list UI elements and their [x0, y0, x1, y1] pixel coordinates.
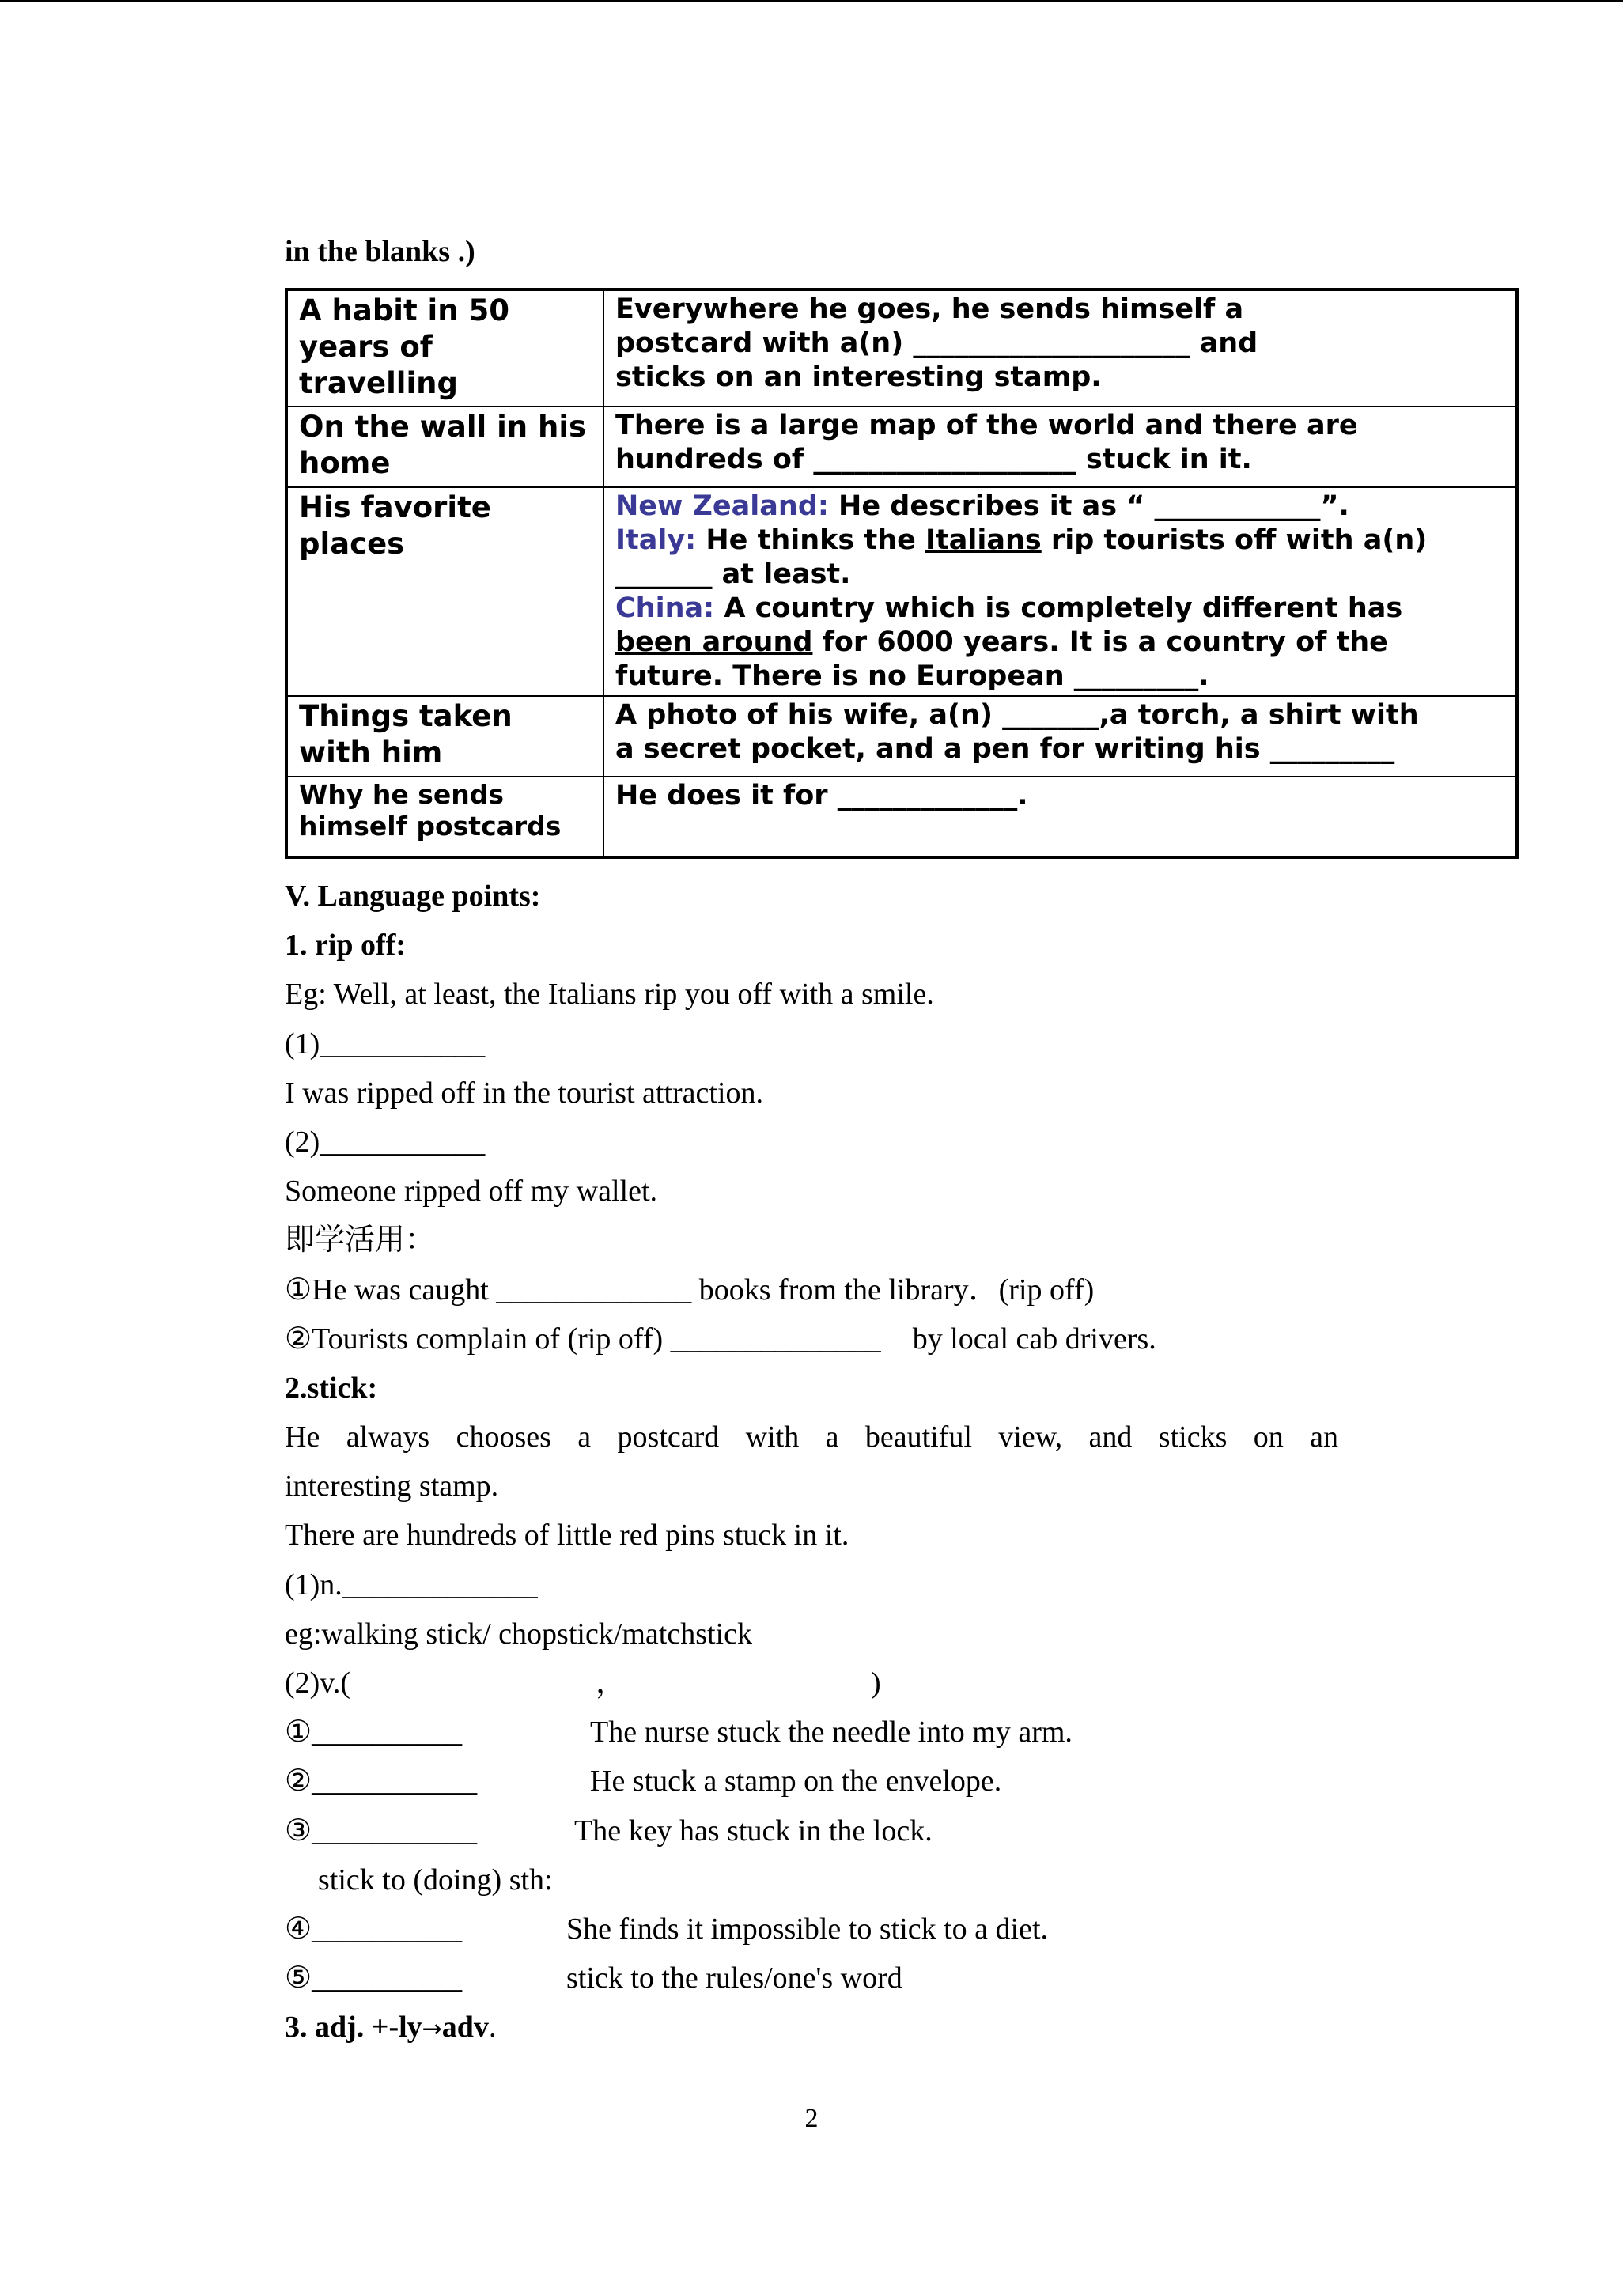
underlined-word: been around	[615, 626, 813, 658]
table-row	[286, 696, 1517, 777]
example-sentence: There are hundreds of little red pins stuck in it.	[285, 1519, 849, 1553]
point-heading: 2.stick:	[285, 1371, 378, 1405]
content-line	[615, 524, 1506, 558]
meaning-blank: ①__________	[285, 1715, 463, 1749]
heading-text: adv	[441, 2010, 489, 2044]
table-row	[286, 407, 1517, 487]
country-label: New Zealand:	[615, 490, 829, 522]
content-line: future. There is no European _________.	[615, 660, 1209, 692]
meaning-blank: ③___________	[285, 1814, 478, 1848]
stick-example	[285, 1806, 1519, 1855]
example-sentence: The key has stuck in the lock.	[574, 1814, 933, 1848]
stick-example	[285, 1708, 1519, 1757]
point-heading	[285, 2003, 1519, 2052]
row-label: A habit in 50 years of travelling	[286, 289, 603, 407]
content-line: sticks on an interesting stamp.	[615, 361, 1102, 393]
country-label: Italy:	[615, 524, 697, 556]
sub-heading: stick to (doing) sth:	[318, 1863, 553, 1897]
meaning-parentheses	[285, 1659, 1519, 1708]
point-heading: 1. rip off:	[285, 929, 407, 963]
heading-text: .	[488, 2010, 497, 2044]
country-label: China:	[615, 592, 715, 624]
content-text: A country which is completely different has	[714, 592, 1403, 624]
content-line	[615, 626, 1506, 660]
content-line	[615, 592, 1506, 626]
content-text: for 6000 years. It is a country of the	[812, 626, 1388, 658]
language-points	[285, 872, 1519, 2052]
example-sentence: He stuck a stamp on the envelope.	[590, 1765, 1002, 1799]
example-sentence: The nurse stuck the needle into my arm.	[590, 1715, 1073, 1749]
example-sentence: interesting stamp.	[285, 1470, 499, 1504]
example-sentence: Someone ripped off my wallet.	[285, 1174, 658, 1209]
paren-comma: ，	[596, 1666, 626, 1700]
content-line: A photo of his wife, a(n) _______,a torch, a shirt with	[615, 699, 1419, 731]
paren-open: (2)v.(	[285, 1666, 350, 1700]
row-label: Why he sends himself postcards	[286, 777, 603, 857]
meaning-blank: ④__________	[285, 1912, 463, 1946]
heading-text: 3. adj. +-ly	[285, 2010, 422, 2044]
content-line: a secret pocket, and a pen for writing his _________	[615, 733, 1395, 765]
exercise-text: by local cab drivers.	[912, 1322, 1156, 1356]
row-content	[603, 289, 1517, 407]
meaning-blank: ②___________	[285, 1765, 478, 1799]
content-line	[615, 490, 1506, 524]
row-content	[603, 777, 1517, 857]
content-line: There is a large map of the world and there are	[615, 410, 1358, 441]
intro-text: in the blanks .)	[285, 235, 475, 268]
page-number: 2	[804, 2104, 819, 2133]
stick-example	[285, 1757, 1519, 1806]
content-text: rip tourists off with a(n)	[1041, 524, 1428, 556]
example-sentence: eg:walking stick/ chopstick/matchstick	[285, 1617, 752, 1651]
example-sentence: stick to the rules/one's word	[566, 1961, 902, 1995]
row-content	[603, 487, 1517, 696]
exercise-line: ①He was caught _____________ books from the library．(rip off)	[285, 1273, 1095, 1307]
content-line: Everywhere he goes, he sends himself a	[615, 293, 1244, 325]
paren-close: )	[871, 1666, 881, 1700]
info-table	[285, 288, 1519, 859]
table-row	[286, 487, 1517, 696]
example-sentence: He always chooses a postcard with a beautiful view, and sticks on an	[285, 1420, 1338, 1454]
underlined-word: Italians	[925, 524, 1042, 556]
row-label: His favorite places	[286, 487, 603, 696]
exercise-text: ②Tourists complain of (rip off) ______________	[285, 1322, 881, 1356]
table-row	[286, 289, 1517, 407]
content-text: He describes it as “ ____________”.	[828, 490, 1349, 522]
stick-example	[285, 1905, 1519, 1954]
row-content	[603, 407, 1517, 487]
content-line: _______ at least.	[615, 558, 851, 590]
example-sentence: I was ripped off in the tourist attraction.	[285, 1076, 764, 1110]
table-row	[286, 777, 1517, 857]
stick-example	[285, 1954, 1519, 2003]
arrow-icon: →	[422, 2015, 442, 2044]
exercise-line	[285, 1314, 1519, 1364]
content-text: He thinks the	[696, 524, 926, 556]
row-content	[603, 696, 1517, 777]
meaning-blank: (2)___________	[285, 1125, 486, 1159]
content-line: postcard with a(n) ____________________ and	[615, 327, 1258, 359]
content-line: He does it for _____________.	[615, 780, 1028, 811]
top-rule	[0, 0, 1623, 2]
row-label: On the wall in his home	[286, 407, 603, 487]
example-sentence: She finds it impossible to stick to a diet.	[566, 1912, 1049, 1946]
practice-heading: 即学活用：	[285, 1224, 436, 1258]
content-line: hundreds of ___________________ stuck in it.	[615, 444, 1252, 475]
row-label: Things taken with him	[286, 696, 603, 777]
meaning-blank: ⑤__________	[285, 1961, 463, 1995]
meaning-blank: (1)___________	[285, 1027, 486, 1061]
meaning-blank: (1)n._____________	[285, 1568, 538, 1602]
example-sentence: Eg: Well, at least, the Italians rip you off with a smile.	[285, 978, 934, 1012]
section-heading: V. Language points:	[285, 879, 541, 913]
